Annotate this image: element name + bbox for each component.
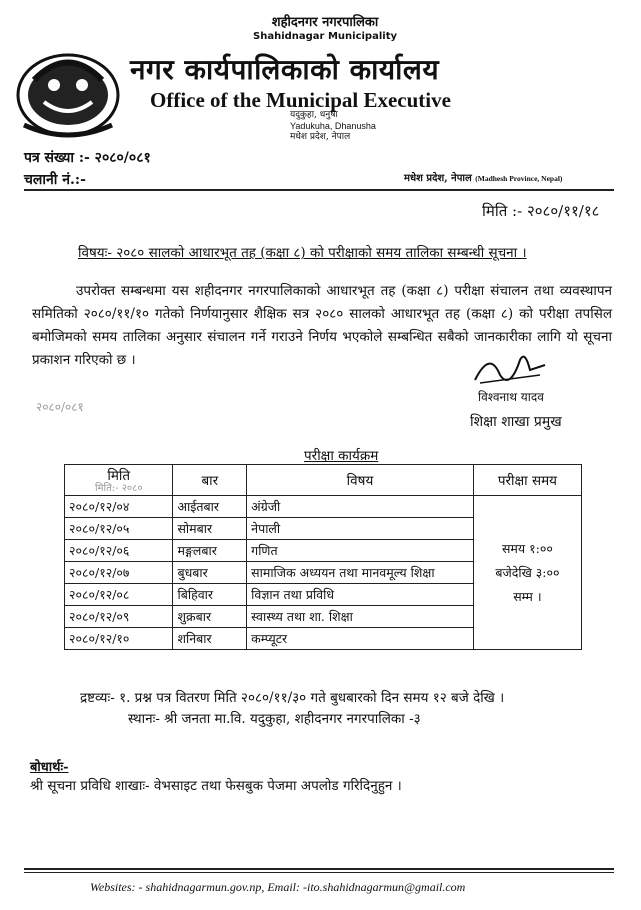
row-date: २०८०/१२/०६: [65, 540, 173, 562]
table-row: [65, 496, 582, 518]
row-subject: विज्ञान तथा प्रविधि: [247, 584, 474, 606]
row-date: २०८०/१२/१०: [65, 628, 173, 650]
row-subject: स्वास्थ्य तथा शा. शिक्षा: [247, 606, 474, 628]
letter-date: मिति :- २०८०/११/१८: [482, 202, 600, 220]
signature-icon: [470, 345, 550, 390]
row-day: बुधबार: [173, 562, 247, 584]
row-day: शुक्रबार: [173, 606, 247, 628]
row-subject: सामाजिक अध्ययन तथा मानवमूल्य शिक्षा: [247, 562, 474, 584]
office-seal: [290, 110, 376, 143]
seal-line-3: मधेश प्रदेश, नेपाल: [290, 132, 351, 142]
signatory-title: शिक्षा शाखा प्रमुख: [470, 414, 562, 430]
row-day: शनिबार: [173, 628, 247, 650]
header-date-faint: मिति:- २०८०: [94, 483, 143, 494]
municipality-name-np: शहीदनगर नगरपालिका: [271, 15, 379, 30]
table-header-row: [65, 465, 582, 496]
header-date: [65, 465, 173, 496]
address: [404, 170, 562, 184]
row-day: मङ्गलबार: [173, 540, 247, 562]
footer-divider: [24, 868, 614, 870]
row-date: २०८०/१२/०७: [65, 562, 173, 584]
row-subject: अंग्रेजी: [247, 496, 474, 518]
row-date: २०८०/१२/०९: [65, 606, 173, 628]
address-np: मधेश प्रदेश, नेपाल: [404, 173, 472, 184]
header-divider: [24, 189, 614, 191]
table-title: परीक्षा कार्यक्रम: [304, 448, 379, 464]
office-title-en: Office of the Municipal Executive: [150, 88, 451, 112]
faint-reference: २०८०/०८१: [36, 400, 84, 414]
cc-line: श्री सूचना प्रविधि शाखाः- वेभसाइट तथा फेसबुक पेजमा अपलोड गरिदिनुहुन ।: [30, 778, 402, 794]
header-subject: विषय: [247, 465, 474, 496]
body-paragraph: उपरोक्त सम्बन्धमा यस शहीदनगर नगरपालिकाको आधारभूत तह (कक्षा ८) परीक्षा संचालन तथा व्यवस्थापन समितिको २०८०/११/१० गतेको निर्णयानुसार शैक्षिक सत्र २०८० सालको आधारभूत तह (कक्षा ८) को परीक्षा तपसिल बमोजिमको समय तालिका अनुसार संचालन गर्ने गराउने निर्णय भएकोले सम्बन्धित सबैको जानकारीका लागि यो सूचना प्रकाशन गरिएको छ ।: [32, 283, 612, 368]
reference-number: पत्र संख्या :- २०८०/०८१: [24, 150, 151, 166]
note-line-1: द्रष्टव्यः- १. प्रश्न पत्र वितरण मिति २०८०/११/३० गते बुधबारको दिन समय १२ बजे देखि ।: [80, 690, 505, 706]
signatory-name: विश्वनाथ यादव: [478, 390, 544, 404]
header-time: परीक्षा समय: [473, 465, 581, 496]
row-date: २०८०/१२/०८: [65, 584, 173, 606]
row-subject: नेपाली: [247, 518, 474, 540]
time-line-1: समय १:००: [501, 540, 553, 556]
seal-line-1: यदुकुहा, धनुषा: [290, 110, 338, 120]
row-subject: कम्प्यूटर: [247, 628, 474, 650]
header-date-label: मिति: [107, 468, 131, 484]
note-line-2: स्थानः- श्री जनता मा.वि. यदुकुहा, शहीदनगर नगरपालिका -३: [128, 711, 421, 727]
row-day: बिहिवार: [173, 584, 247, 606]
row-day: सोमबार: [173, 518, 247, 540]
exam-schedule-table: [64, 464, 582, 650]
nepal-emblem-icon: [14, 40, 122, 140]
row-date: २०८०/१२/०४: [65, 496, 173, 518]
footer-contact: Websites: - shahidnagarmun.gov.np, Email: -ito.shahidnagarmun@gmail.com: [90, 880, 466, 894]
footer-divider-thin: [24, 872, 614, 873]
time-line-3: सम्म ।: [513, 588, 542, 604]
subject-line: विषयः- २०८० सालको आधारभूत तह (कक्षा ८) को परीक्षाको समय तालिका सम्बन्धी सूचना ।: [78, 245, 527, 261]
cc-label: बोधार्थः-: [30, 760, 69, 775]
address-en: (Madhesh Province, Nepal): [475, 174, 563, 183]
header-day: बार: [173, 465, 247, 496]
row-day: आईतबार: [173, 496, 247, 518]
row-subject: गणित: [247, 540, 474, 562]
exam-time-cell: [473, 496, 581, 650]
dispatch-number: चलानी नं.:-: [24, 172, 86, 188]
row-date: २०८०/१२/०५: [65, 518, 173, 540]
time-line-2: बजेदेखि ३:००: [495, 564, 560, 580]
municipality-name-en: Shahidnagar Municipality: [253, 31, 397, 42]
office-title-np: नगर कार्यपालिकाको कार्यालय: [130, 53, 440, 86]
seal-line-2: Yadukuha, Dhanusha: [290, 121, 376, 131]
